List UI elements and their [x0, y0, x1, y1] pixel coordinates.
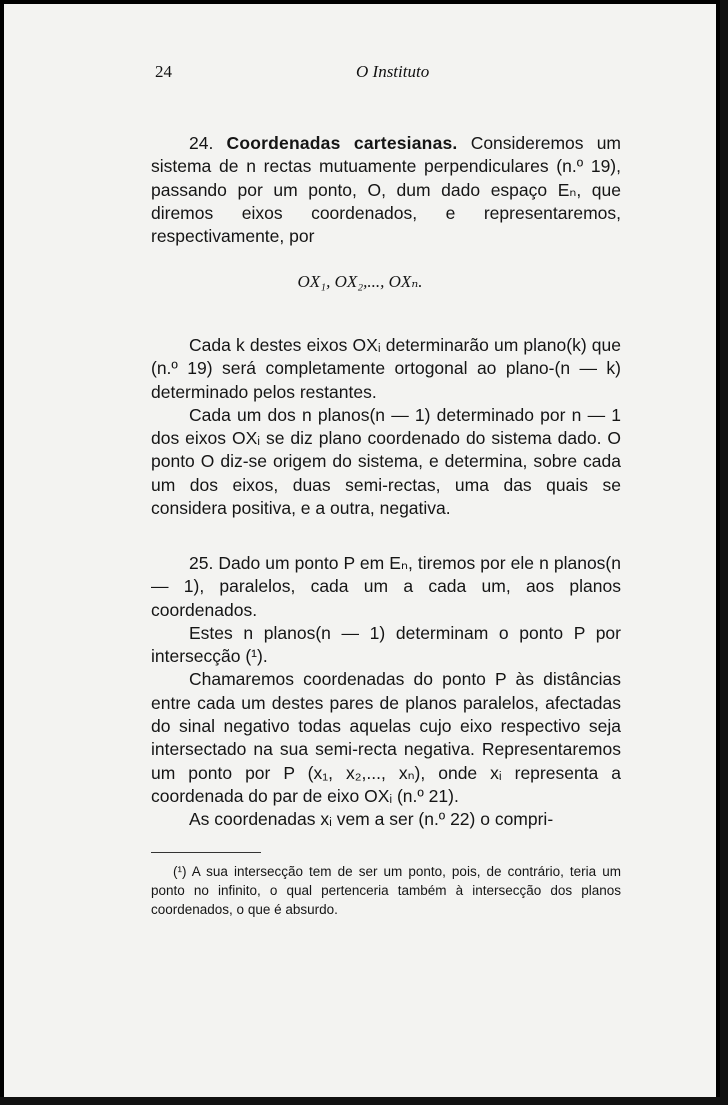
paragraph: Cada um dos n planos(n — 1) determinado por n — 1 dos eixos OXᵢ se diz plano coordenado do sistema dado. O ponto O diz-se origem do sistema, e determina, sobre cada um dos eixos, duas semi-rectas, uma das quais se considera positiva, e a outra, negativa. [151, 404, 621, 519]
paragraph: 25. Dado um ponto P em Eₙ, tiremos por ele n planos(n — 1), paralelos, cada um a cada um, aos planos coordenados. [151, 553, 621, 620]
section-24-body [151, 334, 621, 520]
section-number: 24. [189, 133, 214, 153]
section-24-intro [151, 132, 621, 248]
axes-formula: OX₁, OX₂,..., OXₙ. [297, 272, 423, 291]
page-number: 24 [155, 62, 172, 81]
footnote [151, 862, 621, 919]
section-heading: Coordenadas cartesianas. [226, 133, 458, 153]
section-25-body [151, 552, 621, 832]
paragraph: As coordenadas xᵢ vem a ser (n.º 22) o compri- [189, 809, 554, 830]
footnote-rule [151, 852, 261, 853]
paragraph: Cada k destes eixos OXᵢ determinarão um plano(k) que (n.º 19) será completamente ortogonal ao plano-(n — k) determinado pelos restantes. [151, 335, 621, 402]
paragraph-text: Consideremos um sistema de n rectas mutuamente perpendiculares (n.º 19), passando por um ponto, O, dum dado espaço Eₙ, que diremos eixos coordenados, e representaremos, respectivamente, por [151, 133, 621, 247]
scan-border-bottom [0, 1097, 728, 1105]
footnote-text: (¹) A sua intersecção tem de ser um ponto, pois, de contrário, teria um ponto no infinito, o qual pertenceria também à intersecção dos planos coordenados, o que é absurdo. [151, 864, 621, 917]
running-title: O Instituto [356, 62, 430, 81]
paragraph: Estes n planos(n — 1) determinam o ponto P por intersecção (¹). [151, 622, 621, 667]
book-page [4, 4, 716, 1097]
paragraph: Chamaremos coordenadas do ponto P às distâncias entre cada um destes pares de planos paralelos, afectadas do sinal negativo todas aquelas cujo eixo respectivo seja intersectado na sua semi-recta negativa. Representaremos um ponto por P (x₁, x₂,..., xₙ), onde xᵢ representa a coordenada do par de eixo OXᵢ (n.º 21). [151, 669, 621, 806]
scan-border-right [720, 0, 728, 1105]
page-header [4, 62, 716, 92]
paragraph [151, 132, 621, 248]
